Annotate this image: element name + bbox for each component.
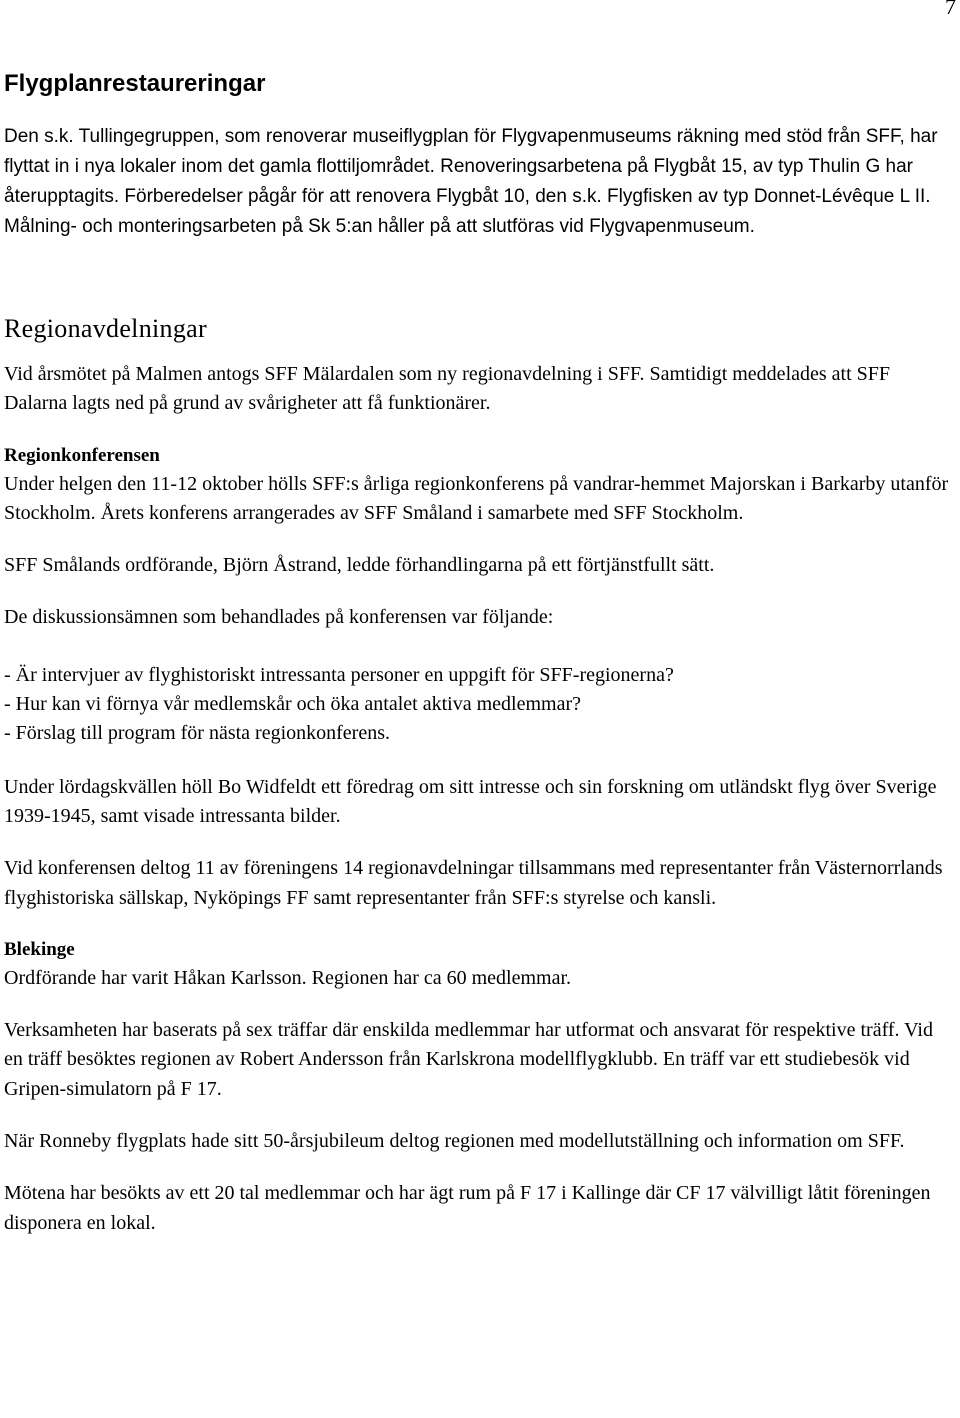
regionkonferensen-paragraph-1: Under helgen den 11-12 oktober hölls SFF:s årliga regionkonferens på vandrar-hemmet Majorskan i Barkarby utanför Stockholm. Årets konferens arrangerades av SFF Småland i samarbete med SFF Stockholm. [4, 472, 949, 524]
document-body [4, 68, 956, 1261]
section-heading-flygplanrestaureringar: Flygplanrestaureringar [4, 70, 266, 97]
regionavdelningar-intro: Vid årsmötet på Malmen antogs SFF Mälardalen som ny regionavdelning i SFF. Samtidigt meddelades att SFF Dalarna lagts ned på grund av svårigheter att få funktionärer. [4, 363, 891, 415]
blekinge-paragraph-2: Verksamheten har baserats på sex träffar där enskilda medlemmar har utformat och ansvarat för respektive träff. Vid en träff besöktes regionen av Robert Andersson från Karlskrona modellflygklubb. En träff var ett studiebesök vid Gripen-simulatorn på F 17. [4, 1019, 933, 1100]
discussion-topics-list [4, 661, 956, 749]
regionkonferensen-paragraph-4: Under lördagskvällen höll Bo Widfeldt ett föredrag om sitt intresse och sin forskning om utländskt flyg över Sverige 1939-1945, samt visade intressanta bilder. [4, 775, 937, 827]
regionkonferensen-paragraph-2: SFF Smålands ordförande, Björn Åstrand, ledde förhandlingarna på ett förtjänstfullt sätt. [4, 554, 715, 577]
list-item: - Förslag till program för nästa regionkonferens. [4, 722, 391, 745]
blekinge-paragraph-1: Ordförande har varit Håkan Karlsson. Regionen har ca 60 medlemmar. [4, 966, 572, 989]
regionkonferensen-paragraph-3: De diskussionsämnen som behandlades på konferensen var följande: [4, 606, 554, 629]
subheading-regionkonferensen: Regionkonferensen [4, 444, 160, 466]
page-number: 7 [945, 0, 956, 19]
restaurering-paragraph: Den s.k. Tullingegruppen, som renoverar museiflygplan för Flygvapenmuseums räkning med stöd från SFF, har flyttat in i nya lokaler inom det gamla flottiljområdet. Renoveringsarbetena på Flygbåt 15, av typ Thulin G har återupptagits. Förberedelser pågår för att renovera Flygbåt 10, den s.k. Flygfisken av typ Donnet-Lévêque L II. Målning- och monteringsarbeten på Sk 5:an håller på att slutföras vid Flygvapenmuseum. [4, 126, 938, 237]
list-item: - Hur kan vi förnya vår medlemskår och öka antalet aktiva medlemmar? [4, 693, 581, 716]
subheading-blekinge: Blekinge [4, 938, 75, 960]
list-item: - Är intervjuer av flyghistoriskt intressanta personer en uppgift för SFF-regionerna? [4, 663, 674, 686]
regionkonferensen-paragraph-5: Vid konferensen deltog 11 av föreningens 14 regionavdelningar tillsammans med representanter från Västernorrlands flyghistoriska sällskap, Nyköpings FF samt representanter från SFF:s styrelse och kansli. [4, 857, 943, 909]
section-flygplanrestaureringar [4, 68, 956, 242]
blekinge-paragraph-3: När Ronneby flygplats hade sitt 50-årsjubileum deltog regionen med modellutställning och information om SFF. [4, 1130, 905, 1153]
section-regionavdelningar [4, 312, 956, 1238]
blekinge-paragraph-4: Mötena har besökts av ett 20 tal medlemmar och har ägt rum på F 17 i Kallinge där CF 17 välvilligt låtit föreningen disponera en lokal. [4, 1182, 931, 1234]
section-heading-regionavdelningar: Regionavdelningar [4, 314, 207, 343]
